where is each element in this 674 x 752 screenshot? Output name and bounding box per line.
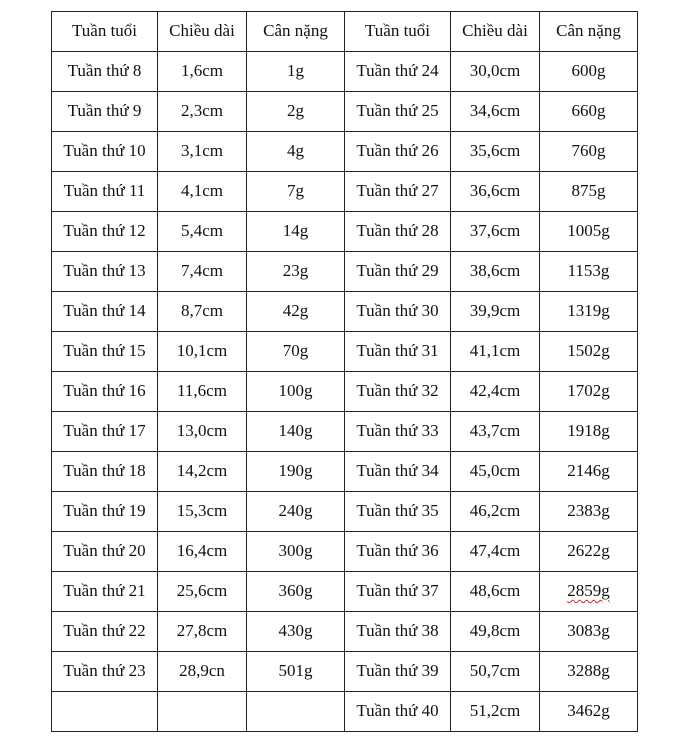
header-week-age: Tuần tuổi: [52, 12, 158, 52]
week-cell: Tuần thứ 28: [345, 212, 451, 252]
week-cell: Tuần thứ 35: [345, 492, 451, 532]
length-cell: 3,1cm: [158, 132, 247, 172]
length-cell: [158, 692, 247, 732]
table-row: [52, 452, 638, 492]
table-row: [52, 412, 638, 452]
weight-cell: [247, 692, 345, 732]
length-cell: 13,0cm: [158, 412, 247, 452]
week-cell: Tuần thứ 21: [52, 572, 158, 612]
week-cell: Tuần thứ 27: [345, 172, 451, 212]
week-cell: Tuần thứ 8: [52, 52, 158, 92]
week-cell: Tuần thứ 24: [345, 52, 451, 92]
length-cell: 51,2cm: [451, 692, 540, 732]
weight-cell: 501g: [247, 652, 345, 692]
length-cell: 1,6cm: [158, 52, 247, 92]
week-cell: Tuần thứ 19: [52, 492, 158, 532]
weight-cell: 875g: [540, 172, 638, 212]
weight-cell: 3288g: [540, 652, 638, 692]
week-cell: Tuần thứ 20: [52, 532, 158, 572]
table-row: [52, 92, 638, 132]
weight-cell: 2146g: [540, 452, 638, 492]
week-cell: Tuần thứ 22: [52, 612, 158, 652]
length-cell: 41,1cm: [451, 332, 540, 372]
weight-cell: 70g: [247, 332, 345, 372]
week-cell: Tuần thứ 13: [52, 252, 158, 292]
table-row: [52, 52, 638, 92]
weight-cell: 23g: [247, 252, 345, 292]
weight-cell: 2383g: [540, 492, 638, 532]
length-cell: 5,4cm: [158, 212, 247, 252]
table-row: [52, 252, 638, 292]
table-row: [52, 172, 638, 212]
weight-cell: 660g: [540, 92, 638, 132]
header-length: Chiều dài: [451, 12, 540, 52]
length-cell: 49,8cm: [451, 612, 540, 652]
length-cell: 35,6cm: [451, 132, 540, 172]
table-row: [52, 332, 638, 372]
table-row: [52, 652, 638, 692]
header-row: [52, 12, 638, 52]
week-cell: Tuần thứ 26: [345, 132, 451, 172]
length-cell: 15,3cm: [158, 492, 247, 532]
week-cell: Tuần thứ 29: [345, 252, 451, 292]
length-cell: 50,7cm: [451, 652, 540, 692]
length-cell: 46,2cm: [451, 492, 540, 532]
length-cell: 16,4cm: [158, 532, 247, 572]
table-row: [52, 692, 638, 732]
table-row: [52, 292, 638, 332]
table-row: [52, 532, 638, 572]
length-cell: 4,1cm: [158, 172, 247, 212]
length-cell: 36,6cm: [451, 172, 540, 212]
length-cell: 43,7cm: [451, 412, 540, 452]
week-cell: Tuần thứ 17: [52, 412, 158, 452]
weight-cell: 3462g: [540, 692, 638, 732]
week-cell: Tuần thứ 16: [52, 372, 158, 412]
week-cell: Tuần thứ 9: [52, 92, 158, 132]
table-row: [52, 132, 638, 172]
weight-cell: 300g: [247, 532, 345, 572]
week-cell: Tuần thứ 36: [345, 532, 451, 572]
weight-cell: 1005g: [540, 212, 638, 252]
length-cell: 38,6cm: [451, 252, 540, 292]
weight-cell: 360g: [247, 572, 345, 612]
length-cell: 30,0cm: [451, 52, 540, 92]
header-weight: Cân nặng: [247, 12, 345, 52]
header-length: Chiều dài: [158, 12, 247, 52]
weight-cell: 430g: [247, 612, 345, 652]
week-cell: Tuần thứ 11: [52, 172, 158, 212]
weight-cell: 2g: [247, 92, 345, 132]
week-cell: Tuần thứ 30: [345, 292, 451, 332]
table-row: [52, 492, 638, 532]
length-cell: 8,7cm: [158, 292, 247, 332]
weight-cell: 100g: [247, 372, 345, 412]
table-row: [52, 212, 638, 252]
weight-cell: 3083g: [540, 612, 638, 652]
weight-cell: 140g: [247, 412, 345, 452]
weight-cell: 1502g: [540, 332, 638, 372]
weight-cell: 760g: [540, 132, 638, 172]
table-row: [52, 572, 638, 612]
week-cell: Tuần thứ 32: [345, 372, 451, 412]
weight-cell: 600g: [540, 52, 638, 92]
length-cell: 37,6cm: [451, 212, 540, 252]
table-row: [52, 372, 638, 412]
length-cell: 10,1cm: [158, 332, 247, 372]
weight-cell: 190g: [247, 452, 345, 492]
weight-cell: 42g: [247, 292, 345, 332]
week-cell: Tuần thứ 23: [52, 652, 158, 692]
weight-cell: 2859g: [540, 572, 638, 612]
week-cell: Tuần thứ 18: [52, 452, 158, 492]
fetal-growth-table: [51, 11, 638, 732]
weight-cell: 14g: [247, 212, 345, 252]
week-cell: Tuần thứ 38: [345, 612, 451, 652]
length-cell: 28,9cn: [158, 652, 247, 692]
week-cell: Tuần thứ 31: [345, 332, 451, 372]
length-cell: 11,6cm: [158, 372, 247, 412]
weight-cell: 4g: [247, 132, 345, 172]
week-cell: Tuần thứ 34: [345, 452, 451, 492]
weight-cell: 240g: [247, 492, 345, 532]
weight-cell: 1153g: [540, 252, 638, 292]
weight-cell: 1918g: [540, 412, 638, 452]
week-cell: [52, 692, 158, 732]
week-cell: Tuần thứ 37: [345, 572, 451, 612]
weight-cell: 1319g: [540, 292, 638, 332]
week-cell: Tuần thứ 25: [345, 92, 451, 132]
length-cell: 27,8cm: [158, 612, 247, 652]
length-cell: 7,4cm: [158, 252, 247, 292]
length-cell: 2,3cm: [158, 92, 247, 132]
length-cell: 45,0cm: [451, 452, 540, 492]
length-cell: 48,6cm: [451, 572, 540, 612]
length-cell: 47,4cm: [451, 532, 540, 572]
weight-cell: 1702g: [540, 372, 638, 412]
week-cell: Tuần thứ 10: [52, 132, 158, 172]
week-cell: Tuần thứ 14: [52, 292, 158, 332]
header-week-age: Tuần tuổi: [345, 12, 451, 52]
length-cell: 34,6cm: [451, 92, 540, 132]
week-cell: Tuần thứ 39: [345, 652, 451, 692]
length-cell: 39,9cm: [451, 292, 540, 332]
table-row: [52, 612, 638, 652]
week-cell: Tuần thứ 12: [52, 212, 158, 252]
length-cell: 42,4cm: [451, 372, 540, 412]
length-cell: 25,6cm: [158, 572, 247, 612]
header-weight: Cân nặng: [540, 12, 638, 52]
weight-cell: 1g: [247, 52, 345, 92]
weight-cell: 7g: [247, 172, 345, 212]
week-cell: Tuần thứ 33: [345, 412, 451, 452]
week-cell: Tuần thứ 40: [345, 692, 451, 732]
weight-cell: 2622g: [540, 532, 638, 572]
length-cell: 14,2cm: [158, 452, 247, 492]
week-cell: Tuần thứ 15: [52, 332, 158, 372]
